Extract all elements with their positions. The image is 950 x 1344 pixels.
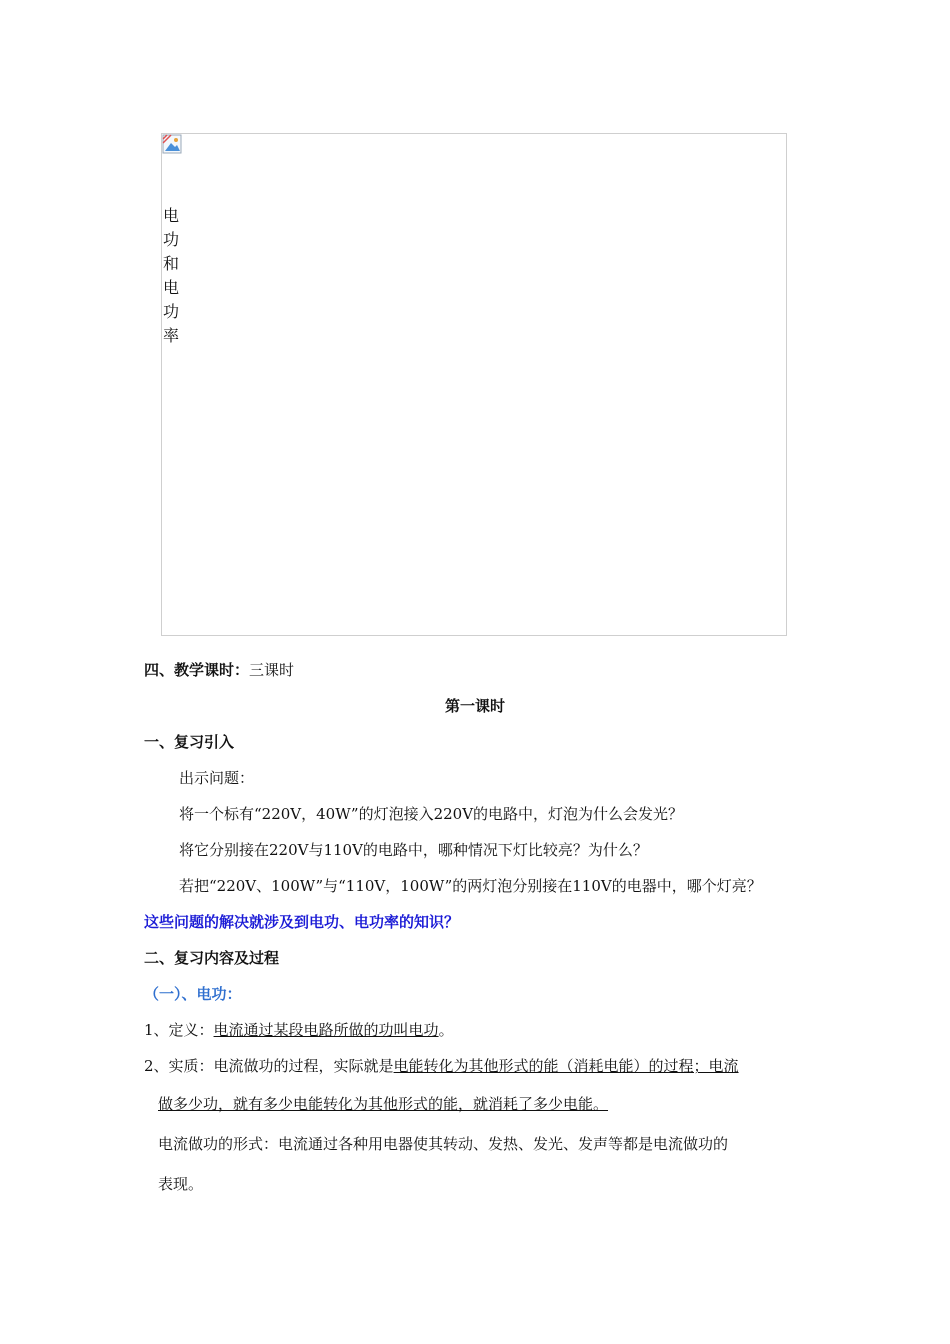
section4-value: 三课时 xyxy=(249,661,295,679)
lesson-title: 第一课时 xyxy=(444,697,505,715)
subsection-electric-work: （一）、电功： xyxy=(144,985,242,1003)
essence-line-1 xyxy=(144,1056,739,1076)
essence-text-1: 电能转化为其他形式的能（消耗电能）的过程；电流 xyxy=(393,1057,739,1075)
broken-image-icon xyxy=(162,134,182,154)
definition-end: 。 xyxy=(438,1021,454,1039)
definition-line xyxy=(144,1020,454,1040)
part1-intro: 出示问题： xyxy=(179,769,255,787)
form-line-2: 表现。 xyxy=(158,1175,204,1193)
form-line-1: 电流做功的形式：电流通过各种用电器使其转动、发热、发光、发声等都是电流做功的 xyxy=(158,1135,729,1153)
part1-heading: 一、复习引入 xyxy=(144,733,235,751)
definition-label: 1、定义： xyxy=(144,1021,214,1039)
image-caption-vertical: 电功和电功率 xyxy=(163,206,180,345)
question-3: 若把“220V、100W”与“110V，100W”的两灯泡分别接在110V的电器中，哪个灯亮？ xyxy=(179,877,762,895)
essence-text-2: 做多少功，就有多少电能转化为其他形式的能，就消耗了多少电能。 xyxy=(158,1095,609,1113)
section4-label: 四、教学课时： xyxy=(144,661,250,679)
image-frame xyxy=(161,133,787,636)
part2-heading: 二、复习内容及过程 xyxy=(144,949,280,967)
part1-summary: 这些问题的解决就涉及到电功、电功率的知识？ xyxy=(144,913,460,931)
section4-line xyxy=(144,660,294,680)
essence-line-2 xyxy=(158,1094,608,1114)
question-1: 将一个标有“220V，40W”的灯泡接入220V的电路中，灯泡为什么会发光？ xyxy=(179,805,684,823)
definition-text: 电流通过某段电路所做的功叫电功 xyxy=(213,1021,439,1039)
question-2: 将它分别接在220V与110V的电路中，哪种情况下灯比较亮？为什么？ xyxy=(179,841,648,859)
essence-label: 2、实质：电流做功的过程，实际就是 xyxy=(144,1057,394,1075)
